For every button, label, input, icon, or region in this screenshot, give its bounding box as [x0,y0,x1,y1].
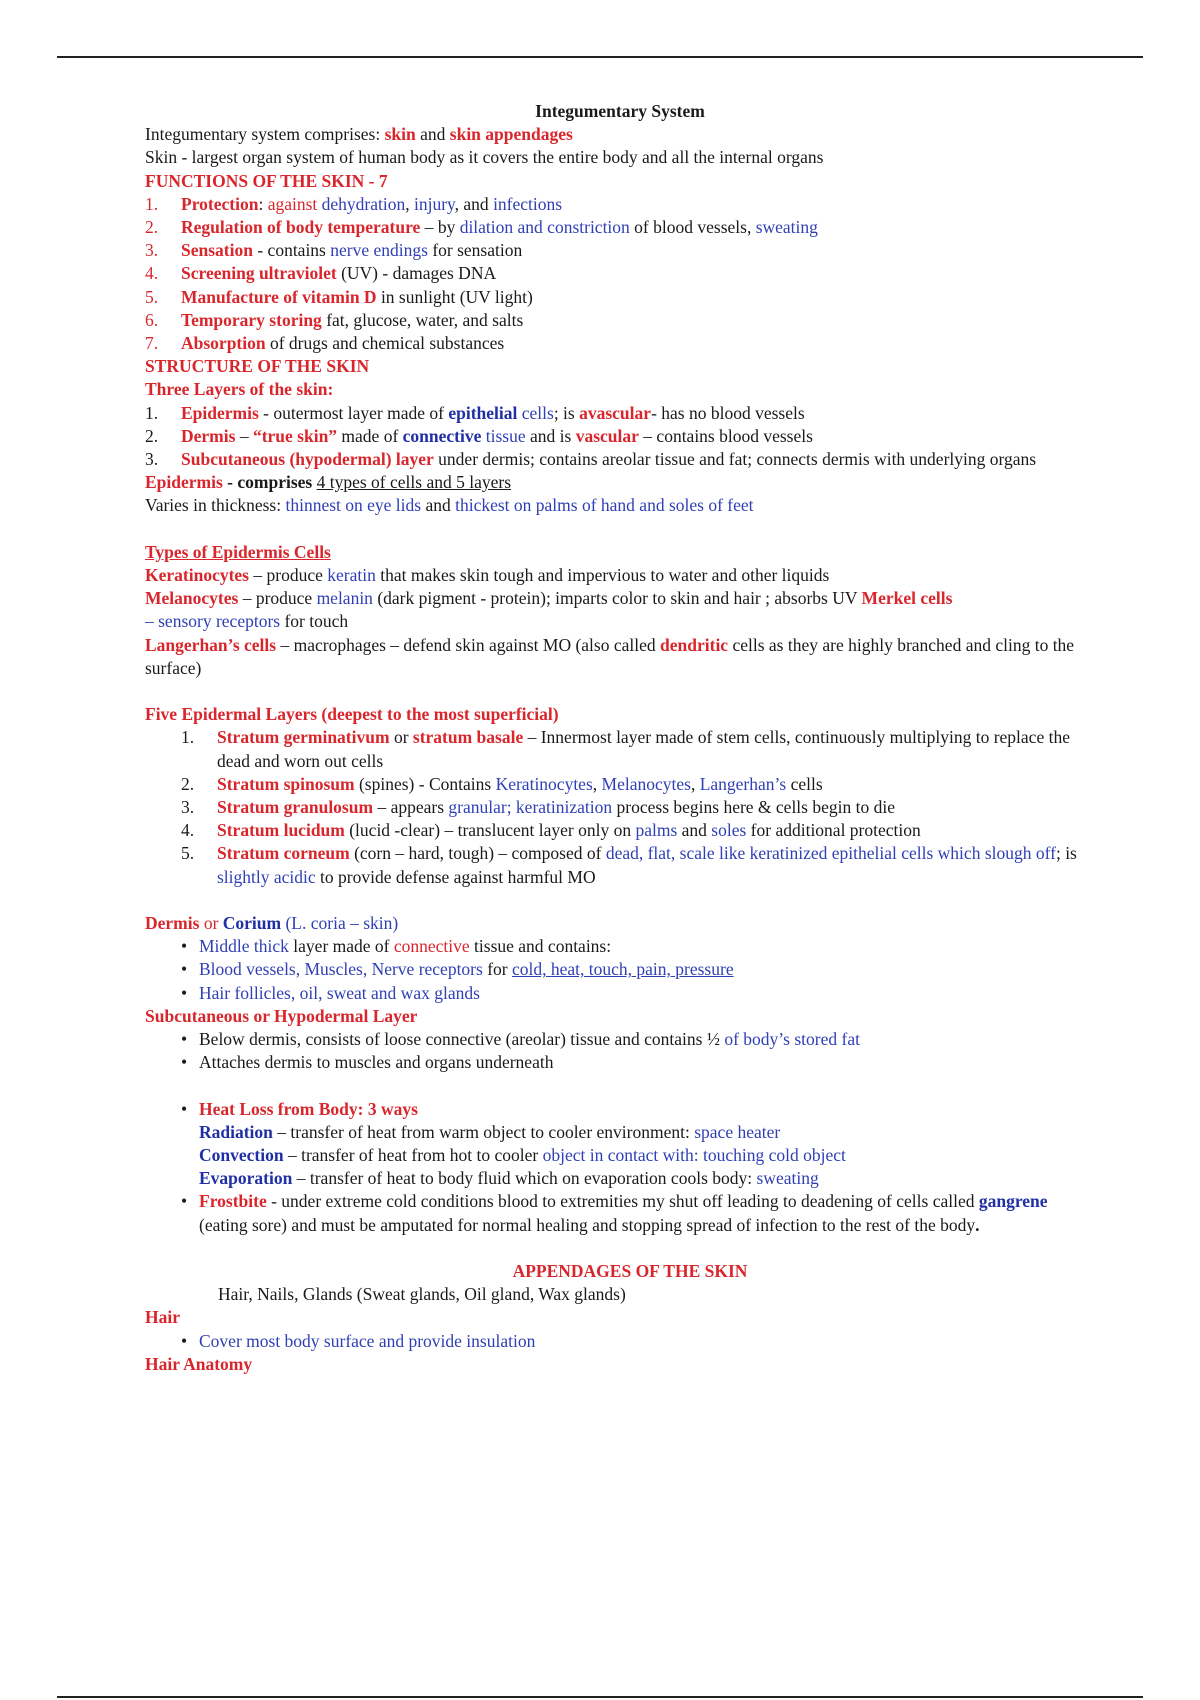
hair-bullet [145,1330,1095,1353]
layer-num: 1. [145,402,159,423]
text: ; is [553,402,580,423]
function-num: 7. [145,333,159,354]
text: (UV) - damages DNA [336,263,497,284]
layer-num: 3. [181,797,195,818]
text: - under extreme cold conditions blood to extremities my shut off leading to deadening of cells called [266,1191,979,1212]
dermis-bullet [145,935,1095,958]
epidermal-layer-item [145,796,1095,819]
text: thickest on palms of hand and soles of feet [455,495,754,516]
term-skin: skin [384,124,416,145]
frostbite-bullet [145,1190,1095,1236]
heat-loss-heading [145,1098,1095,1121]
text: Epidermis [145,472,223,493]
term-skin-appendages: skin appendages [449,124,573,145]
function-term: Regulation of body temperature [181,217,421,238]
text: of drugs and chemical substances [265,333,505,354]
text: – [235,425,253,446]
intro-comprises-text: Integumentary system comprises: [145,124,385,145]
text: cells [517,402,554,423]
text: under dermis; contains areolar tissue and fat; connects dermis with underlying organs [433,449,1037,470]
appendages-heading: APPENDAGES OF THE SKIN [512,1261,748,1282]
text: , [405,193,414,214]
bullet-icon: • [181,1191,188,1212]
function-item [145,309,1095,332]
text: melanin [316,588,373,609]
text: sweating [755,217,818,238]
text: Epidermis [181,402,259,423]
text: Heat Loss from Body: 3 ways [199,1098,418,1119]
text: Blood vessels, Muscles, Nerve receptors [199,959,483,980]
text: Langerhan’s [699,773,787,794]
bullet-icon: • [181,982,188,1003]
function-num: 6. [145,309,159,330]
text: (dark pigment - protein); imparts color to skin and hair ; absorbs UV [372,588,862,609]
text: to provide defense against harmful MO [315,866,596,887]
spacer [145,680,1095,703]
text: , [592,773,602,794]
skin-definition: Skin - largest organ system of human body as it covers the entire body and all the internal organs [145,147,824,168]
text: Langerhan’s cells [145,634,277,655]
layer-num: 4. [181,820,195,841]
text: of body’s stored fat [724,1029,860,1050]
text: cells as they are highly branched and cling to the surface) [145,634,1075,678]
text: (lucid -clear) – translucent layer only on [344,820,636,841]
epidermal-layer-item [145,819,1095,842]
text: – appears [373,797,449,818]
text: dilation and constriction [459,217,630,238]
top-rule [57,56,1143,58]
function-num: 1. [145,193,159,214]
melanocytes-line [145,587,1095,610]
epidermal-layer-item [145,726,1095,772]
bullet-icon: • [181,1029,188,1050]
intro-and: and [415,124,450,145]
text: Stratum germinativum [217,727,390,748]
subcutaneous-bullet [145,1051,1095,1074]
text: Below dermis, consists of loose connective (areolar) tissue and contains ½ [199,1029,725,1050]
function-term: Temporary storing [181,309,322,330]
text: ; is [1055,843,1077,864]
text: connective [402,425,482,446]
text: thinnest on eye lids [285,495,422,516]
text: - has no blood vessels [651,402,805,423]
text: (spines) - Contains [354,773,496,794]
text: avascular [579,402,652,423]
function-item [145,286,1095,309]
text: Stratum spinosum [217,773,355,794]
text: Evaporation [199,1168,293,1189]
evaporation-line [145,1167,1095,1190]
text: Attaches dermis to muscles and organs underneath [199,1052,554,1073]
text: for sensation [427,240,523,261]
text: for [482,959,512,980]
text: gangrene [978,1191,1048,1212]
text: : [258,193,268,214]
bullet-icon: • [181,1052,188,1073]
function-item [145,332,1095,355]
text: Merkel cells [861,588,953,609]
bullet-icon: • [181,959,188,980]
functions-heading: FUNCTIONS OF THE SKIN - 7 [145,170,388,191]
text: infections [493,193,563,214]
text: and [421,495,456,516]
function-item [145,216,1095,239]
text: sweating [756,1168,819,1189]
text: Corium [222,913,282,934]
text: epithelial [448,402,518,423]
text: tissue and contains: [469,936,612,957]
thickness-line [145,494,1095,517]
text: Radiation [199,1121,273,1142]
text: connective [393,936,470,957]
text: that makes skin tough and impervious to water and other liquids [375,565,830,586]
text: . [975,1214,980,1235]
text: “true skin” [252,425,338,446]
layer-num: 2. [181,773,195,794]
document-page [145,100,1095,1376]
text: and is [525,425,576,446]
text: against [267,193,318,214]
function-term: Sensation [181,240,253,261]
text: Dermis [145,913,200,934]
text: , and [454,193,494,214]
text: Hair follicles, oil, sweat and wax glands [199,982,480,1003]
function-item [145,262,1095,285]
function-item [145,193,1095,216]
text: for touch [280,611,349,632]
subcutaneous-heading: Subcutaneous or Hypodermal Layer [145,1005,418,1026]
spacer [145,1074,1095,1097]
function-num: 5. [145,286,159,307]
text: of blood vessels, [629,217,756,238]
layer-item-epidermis [145,402,1095,425]
layer-item-dermis [145,425,1095,448]
text: dendritic [660,634,729,655]
dermis-bullet [145,982,1095,1005]
text: tissue [481,425,526,446]
text: cold, heat, touch, pain, pressure [511,959,734,980]
text: injury [413,193,455,214]
text: – produce [238,588,317,609]
text: Subcutaneous (hypodermal) layer [181,449,434,470]
function-term: Protection [181,193,259,214]
keratinocytes-line [145,564,1095,587]
text: in sunlight (UV light) [376,286,533,307]
text: – transfer of heat from hot to cooler [283,1145,543,1166]
structure-heading: STRUCTURE OF THE SKIN [145,356,370,377]
text: (eating sore) and must be amputated for normal healing and stopping spread of infection to the rest of the body [199,1214,976,1235]
function-term: Screening ultraviolet [181,263,337,284]
text: Keratinocytes [145,565,249,586]
page-title: Integumentary System [535,101,705,121]
dermis-bullet [145,958,1095,981]
text: Stratum lucidum [217,820,345,841]
function-item [145,239,1095,262]
text: - comprises [222,472,317,493]
appendages-list: Hair, Nails, Glands (Sweat glands, Oil gland, Wax glands) [218,1284,626,1305]
text: slightly acidic [217,866,316,887]
text: for additional protection [746,820,921,841]
text: Convection [199,1145,284,1166]
text: or [389,727,413,748]
text: process begins here & cells begin to die [612,797,895,818]
text: Keratinocytes [495,773,593,794]
text: and [677,820,712,841]
five-layers-heading: Five Epidermal Layers (deepest to the most superficial) [145,704,559,725]
radiation-line [145,1121,1095,1144]
epidermal-layer-item [145,842,1095,888]
text: Stratum corneum [217,843,350,864]
text: Dermis [181,425,236,446]
intro-comprises [145,123,1095,146]
text: – macrophages – defend skin against MO (also called [276,634,661,655]
text: – Innermost layer made of stem cells, continuously multiplying to replace the dead and worn out cells [217,727,1070,771]
function-num: 3. [145,240,159,261]
layer-num: 1. [181,727,195,748]
text: keratin [327,565,376,586]
text: Cover most body surface and provide insulation [199,1330,536,1351]
spacer [145,1237,1095,1260]
text: or [199,913,223,934]
function-term: Absorption [181,333,266,354]
bullet-icon: • [181,1098,188,1119]
bottom-rule [57,1696,1143,1698]
bullet-icon: • [181,1330,188,1351]
text: - outermost layer made of [258,402,449,423]
text: Varies in thickness: [145,495,286,516]
text: 4 types of cells and 5 layers [316,472,511,493]
text: (corn – hard, tough) – composed of [349,843,606,864]
text: (L. coria – skin) [281,913,399,934]
text: stratum basale [412,727,524,748]
text: – by [420,217,460,238]
convection-line [145,1144,1095,1167]
text: Middle thick [199,936,289,957]
text: soles [711,820,747,841]
text: Frostbite [199,1191,267,1212]
bullet-icon: • [181,936,188,957]
spacer [145,889,1095,912]
text: space heater [694,1121,781,1142]
layer-num: 2. [145,425,159,446]
layer-num: 3. [145,449,159,470]
function-term: Manufacture of vitamin D [181,286,377,307]
text: nerve endings [330,240,428,261]
function-num: 2. [145,217,159,238]
epidermal-layer-item [145,773,1095,796]
text: , [690,773,700,794]
text: – produce [249,565,328,586]
cells-heading: Types of Epidermis Cells [145,541,331,562]
text: vascular [575,425,639,446]
spacer [145,518,1095,541]
subcutaneous-bullet [145,1028,1095,1051]
text: cells [786,773,823,794]
text: - contains [252,240,331,261]
text: made of [337,425,403,446]
text: fat, glucose, water, and salts [321,309,524,330]
text: Stratum granulosum [217,797,374,818]
text: – sensory receptors [145,611,281,632]
text: – contains blood vessels [638,425,813,446]
layer-item-subcutaneous [145,448,1095,471]
text: – transfer of heat to body fluid which on evaporation cools body: [292,1168,757,1189]
text: dehydration [321,193,406,214]
three-layers-subheading: Three Layers of the skin: [145,379,334,400]
layer-num: 5. [181,843,195,864]
langerhans-line [145,634,1095,680]
text: layer made of [288,936,394,957]
text: Melanocytes [601,773,691,794]
text: palms [635,820,678,841]
function-num: 4. [145,263,159,284]
text: granular; keratinization [448,797,613,818]
hair-heading: Hair [145,1307,180,1328]
merkel-line [145,610,1095,633]
text: dead, flat, scale like keratinized epithelial cells which slough off [605,843,1056,864]
hair-anatomy-heading: Hair Anatomy [145,1353,253,1374]
epidermis-summary [145,471,1095,494]
text: – transfer of heat from warm object to cooler environment: [272,1121,695,1142]
dermis-heading [145,912,1095,935]
text: object in contact with: touching cold object [542,1145,846,1166]
text: Melanocytes [145,588,239,609]
